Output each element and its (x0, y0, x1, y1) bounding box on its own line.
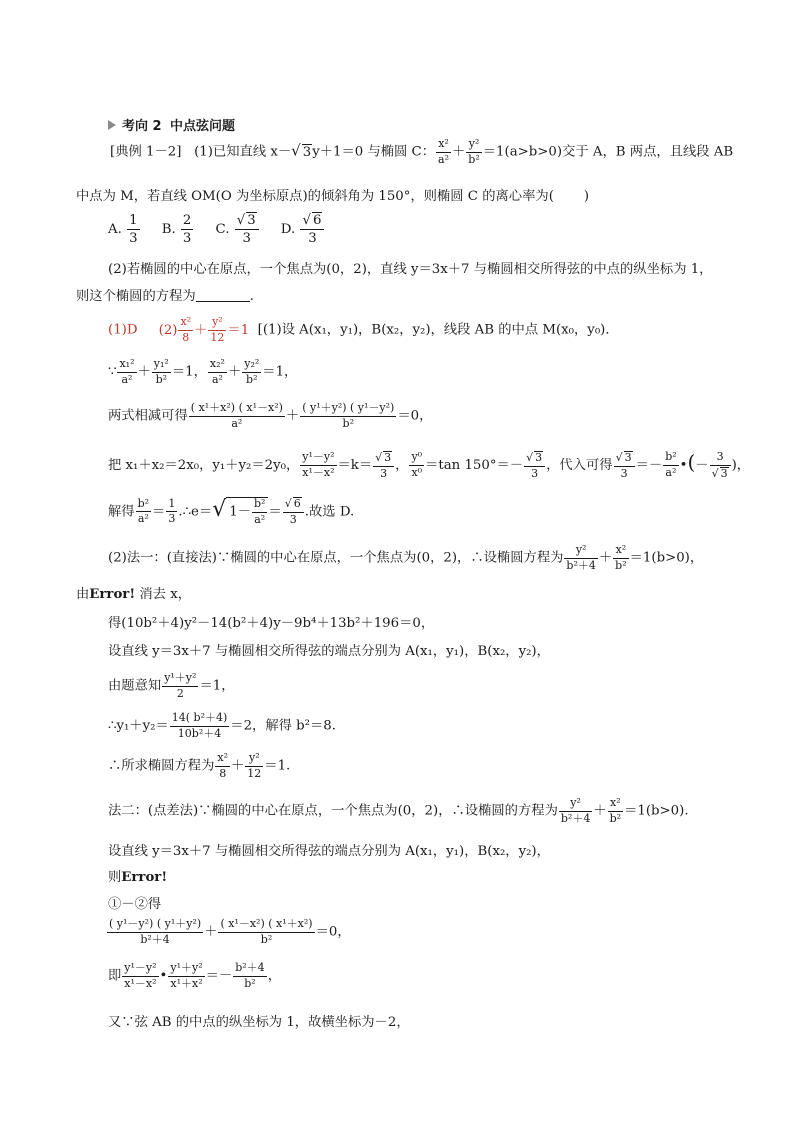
sqrt-sign-icon: √ (291, 141, 301, 160)
option-c: C. (215, 221, 230, 237)
q2-text-2: 则这个椭圆的方程为 (76, 289, 196, 304)
method1-text: 由 (76, 587, 90, 602)
frac-num: 1 (127, 213, 139, 230)
fraction (208, 358, 227, 386)
answer-2-label: (2) (158, 322, 178, 338)
frac-num (300, 212, 324, 230)
because-symbol: ∵ (108, 364, 117, 380)
frac-num: y¹＋y² (162, 672, 198, 687)
method1-text: 由题意知 (108, 678, 162, 694)
frac-den: 3 (182, 230, 192, 246)
fraction (373, 451, 394, 480)
frac-den: 2 (176, 686, 184, 700)
fraction (208, 316, 226, 344)
q2-end: . (249, 289, 254, 304)
error-text: Error! (121, 870, 168, 885)
option-d: D. (280, 221, 296, 237)
frac-den (710, 466, 731, 481)
q1-text-mid: y＋1＝0 与椭圆 C： (312, 144, 436, 160)
eq-text: ＝k＝ (337, 458, 373, 473)
frac-num: 2 (181, 213, 193, 230)
frac-num: 3 (710, 451, 731, 466)
section-label: 考向 2 (122, 119, 162, 134)
sqrt-sign-icon: √ (302, 213, 311, 228)
frac-den: b²＋4 (140, 932, 170, 946)
frac-den: b² (244, 976, 256, 990)
sqrt-val: 3 (535, 450, 543, 464)
method2-line-1: 法二：(点差法)∵椭圆的中心在原点，一个焦点为(0，2)，∴设椭圆的方程为 $\frac{\text{y²}}{\text{b²＋4}}$ ＋ $\frac{\text{x²}}{\text{b²}}$ ＝1(b>0). (108, 796, 689, 825)
fraction (524, 451, 545, 480)
method2-text: 则 (108, 870, 122, 885)
sqrt-sign-icon: √ (615, 450, 623, 464)
fraction (233, 962, 266, 990)
sqrt-sign-icon: √ (284, 497, 292, 511)
fraction (614, 451, 635, 480)
method2-line-4 (108, 893, 161, 912)
frac-num: b² (252, 498, 267, 513)
frac-den: 3 (620, 466, 628, 480)
section-title: 中点弦问题 (170, 119, 236, 134)
fraction (215, 752, 230, 780)
method1-line-7: ∴所求椭圆方程为 $\frac{\text{x²}}{8}$ ＋ $\frac{\text{y²}}{12}$ ＝1. (108, 751, 291, 780)
frac-den: 3 (168, 512, 176, 526)
sqrt-val: 3 (720, 466, 728, 480)
fraction (136, 498, 151, 526)
frac-num: y₁² (152, 358, 171, 373)
frac-num: y¹－y² (122, 962, 158, 977)
frac-den: 3 (308, 231, 317, 247)
method2-text: ＝1(b>0). (624, 803, 689, 819)
method2-line-2 (108, 840, 550, 859)
eq-text: ，代入可得 (546, 458, 613, 473)
fraction (152, 358, 171, 386)
minus: － (695, 458, 709, 473)
frac-den: 3 (380, 466, 388, 480)
sqrt-val: 3 (624, 450, 632, 464)
frac-den: x¹－x² (302, 466, 335, 479)
method1-line-3 (108, 612, 434, 631)
frac-num: x² (436, 138, 451, 153)
method2-text: 即 (108, 968, 122, 984)
frac-num: ( x¹＋x²) ( x¹－x²) (189, 402, 285, 417)
example-line-2 (76, 185, 589, 204)
method2-line-5: $\frac{\text{( y¹－y²) ( y¹＋y²)}}{\text{b²＋4}}$ ＋ $\frac{\text{( x¹－x²) ( x¹＋x²)}}{\text{b²}}$ ＝0， (109, 917, 351, 946)
frac-num: y⁰ (409, 451, 424, 466)
method1-text: ∴所求椭圆方程为 (108, 758, 215, 774)
q2-line-1 (108, 258, 712, 277)
method2-text: ， (267, 968, 281, 984)
method1-text: ∴y₁＋y₂＝ (108, 718, 169, 734)
frac-num (524, 451, 545, 467)
frac-num (283, 497, 304, 513)
sqrt-sign-icon: √ (375, 450, 383, 464)
answer-2: (2) $\frac{\text{x²}}{8}$ ＋ $\frac{\text{y²}}{12}$ ＝1 (158, 315, 250, 344)
frac-num: 1 (166, 498, 177, 513)
sqrt-val: 3 (247, 213, 256, 228)
fraction (242, 358, 261, 386)
frac-den: a² (231, 416, 243, 430)
radicand (226, 497, 268, 526)
fraction (564, 544, 597, 572)
frac-num: x² (613, 544, 628, 559)
method1-line-4 (108, 640, 550, 659)
fraction (117, 358, 136, 386)
q1-line2-end: ) (583, 189, 590, 204)
frac-den: b² (260, 932, 273, 946)
method1-text: ＝2，解得 b²＝8. (230, 718, 336, 734)
fraction (170, 712, 230, 740)
method1-text: 消去 x， (135, 587, 191, 602)
plug-text: 把 x₁＋x₂＝2x₀，y₁＋y₂＝2y₀， (108, 458, 300, 473)
eq-text: .∴e＝ (178, 504, 213, 520)
method1-text: 得(10b²＋4)y²－14(b²＋4)y－9b⁴＋13b²＋196＝0， (108, 616, 435, 631)
eq-text: ＝0， (397, 408, 433, 424)
solution-intro: [(1)设 A(x₁，y₁)，B(x₂，y₂)，线段 AB 的中点 M(x₀，y₀)． (257, 322, 619, 338)
paren: )， (731, 458, 751, 473)
answer-eq: ＝1 (227, 322, 250, 338)
eq-text: ＝ (268, 504, 282, 520)
method1-line-2 (76, 583, 191, 602)
fraction (613, 544, 628, 572)
method2-line-3 (108, 866, 167, 885)
method1-text: ＝1. (264, 758, 291, 774)
solve-text: 解得 (108, 504, 135, 520)
method2-line-6 (108, 962, 281, 990)
plug-line: 把 x₁＋x₂＝2x₀，y₁＋y₂＝2y₀， $\frac{\text{y¹－y²}}{\text{x¹－x²}}$ ＝k＝ $\frac{√ 3}{3}$ ， $\frac{\text{y⁰}}{\text{x⁰}}$ ＝tan 150°＝－ $\frac{√ 3}{3}$ ，代入可得 $\frac{√ 3}{3}$ ＝－ $\frac{\text{b²}}{\text{a²}}$ •(－ $\frac{3}{√ 3}$ )， (108, 449, 751, 480)
frac-den: b² (468, 152, 480, 166)
answer-blank (196, 301, 250, 302)
fraction (189, 402, 285, 430)
method2-text: ①－②得 (108, 897, 162, 912)
fraction (283, 497, 304, 526)
q1-text: (1)已知直线 x－ (194, 144, 292, 160)
frac-num: y² (466, 138, 481, 153)
frac-den: 3 (129, 230, 138, 246)
fraction (166, 498, 177, 526)
frac-den: a² (211, 372, 223, 386)
frac-num: b² (136, 498, 151, 513)
method1-text: (2)法一：(直接法)∵椭圆的中心在原点，一个焦点为(0，2)，∴设椭圆方程为 (108, 550, 564, 566)
frac-num (235, 212, 259, 230)
frac-num: y² (245, 752, 263, 767)
frac-num: y² (564, 544, 597, 559)
because-line: ∵ $\frac{\text{x₁²}}{\text{a²}}$ ＋ $\frac{\text{y₁²}}{\text{b²}}$ ＝1， $\frac{\text{x₂²}}{\text{a²}}$ ＋ $\frac{\text{y₂²}}{\text{b²}}$ ＝1， (108, 357, 298, 386)
frac-den: 3 (531, 466, 539, 480)
frac-num: 14( b²＋4) (170, 712, 230, 727)
dot: • (679, 458, 688, 473)
frac-den: b² (609, 811, 622, 825)
frac-num: y₂² (242, 358, 261, 373)
q1-text-post: ＝1(a>b>0)交于 A，B 两点，且线段 AB (482, 144, 734, 160)
answer-line (108, 316, 619, 344)
fraction (235, 212, 259, 247)
method2-text: ＝－ (205, 968, 233, 984)
method1-line-6 (108, 712, 336, 740)
fraction (436, 138, 451, 166)
sqrt-val: 3 (384, 450, 392, 464)
frac-num: x² (215, 752, 230, 767)
q1-sqrt: 3 (302, 144, 312, 160)
sqrt-val: 6 (293, 497, 301, 511)
method1-text-post: ＝1(b>0)， (629, 550, 704, 566)
fraction (300, 402, 396, 430)
eq-text: ＝1， (262, 364, 298, 380)
frac-num: y² (559, 797, 592, 812)
frac-num: x² (178, 316, 193, 331)
triangle-bullet-icon (108, 120, 116, 130)
method2-text: 又∵弦 AB 的中点的纵坐标为 1，故横坐标为－2， (108, 1015, 410, 1030)
fraction (245, 752, 263, 780)
frac-den: 3 (289, 512, 297, 526)
fraction (122, 962, 158, 990)
method1-line-5 (108, 672, 235, 700)
fraction (409, 451, 424, 479)
sqrt-sign-icon: √ (711, 466, 719, 480)
sqrt-sign-icon: √ (236, 213, 246, 228)
frac-num (614, 451, 635, 467)
frac-den: 8 (219, 766, 227, 780)
frac-den: 10b²＋4 (177, 726, 222, 740)
eq-text: ＝1， (171, 364, 207, 380)
frac-den: b²＋4 (566, 558, 596, 572)
example-line-1: [典例 1－2] (1)已知直线 x－√ 3y＋1＝0 与椭圆 C： $\frac{\text{x²}}{\text{a²}}$ ＋ $\frac{\text{y²}}{\text{b²}}$ ＝1(a>b>0)交于 A，B 两点，且线段 AB (110, 137, 734, 166)
method1-line-1: (2)法一：(直接法)∵椭圆的中心在原点，一个焦点为(0，2)，∴设椭圆方程为 $\frac{\text{y²}}{\text{b²＋4}}$ ＋ $\frac{\text{x²}}{\text{b²}}$ ＝1(b>0)， (108, 543, 704, 572)
frac-num: x₂² (208, 358, 227, 373)
answer-1: (1)D (108, 322, 138, 338)
frac-den: 12 (247, 766, 262, 780)
fraction (218, 918, 314, 946)
q2-line-2 (76, 285, 254, 304)
fraction (107, 918, 203, 946)
frac-num: y² (208, 316, 226, 331)
subtract-line: 两式相减可得 $\frac{\text{( x¹＋x²) ( x¹－x²)}}{\text{a²}}$ ＋ $\frac{\text{( y¹＋y²) ( y¹－y²)}}{\text{b²}}$ ＝0， (108, 401, 433, 430)
q1-line2: 中点为 M，若直线 OM(O 为坐标原点)的倾斜角为 150°，则椭圆 C 的离心率为( (76, 189, 554, 204)
method2-text: ＝0， (315, 924, 351, 940)
frac-den: 3 (242, 231, 251, 247)
eq-text: ＝tan 150°＝－ (425, 458, 524, 473)
sqrt-expression (212, 497, 268, 527)
eq-text: .故选 D. (304, 504, 355, 520)
method2-text: 设直线 y＝3x＋7 与椭圆相交所得弦的端点分别为 A(x₁，y₁)，B(x₂，y₂)， (108, 844, 550, 859)
method2-text: 法二：(点差法)∵椭圆的中心在原点，一个焦点为(0，2)，∴设椭圆的方程为 (108, 803, 558, 819)
frac-num: y¹－y² (300, 451, 336, 466)
frac-den: x¹－x² (124, 976, 157, 990)
sqrt-sign-icon: √ (526, 450, 534, 464)
option-a: A. (108, 221, 122, 237)
dot: • (159, 968, 168, 984)
frac-den: x¹＋x² (170, 976, 203, 990)
fraction (466, 138, 481, 166)
q2-text: (2)若椭圆的中心在原点，一个焦点为(0，2)，直线 y＝3x＋7 与椭圆相交所得弦的中点的纵坐标为 1， (108, 262, 713, 277)
frac-den: 8 (182, 330, 190, 344)
frac-num: y¹＋y² (168, 962, 204, 977)
fraction (710, 451, 731, 480)
frac-den: x⁰ (411, 466, 423, 479)
frac-den: 12 (210, 330, 225, 344)
frac-den: b² (615, 558, 627, 572)
eq-text: ＝－ (635, 458, 663, 473)
frac-num: x₁² (117, 358, 136, 373)
frac-den: a² (665, 466, 677, 479)
frac-den: a² (121, 372, 133, 386)
section-header (108, 115, 235, 134)
fraction (181, 213, 193, 247)
solve-line (108, 497, 354, 527)
fraction (559, 797, 592, 825)
frac-num: ( x¹－x²) ( x¹＋x²) (218, 918, 314, 933)
frac-num (373, 451, 394, 467)
fraction (608, 797, 623, 825)
fraction (252, 498, 267, 526)
frac-num: ( y¹＋y²) ( y¹－y²) (300, 402, 396, 417)
sqrt-sign-icon: √ (212, 497, 227, 522)
frac-num: b² (663, 451, 678, 466)
method2-line-7 (108, 1011, 410, 1030)
frac-den: a² (254, 513, 266, 526)
fraction (178, 316, 193, 344)
frac-num: b²＋4 (233, 962, 266, 977)
error-text: Error! (89, 587, 136, 602)
fraction (127, 213, 139, 247)
sqrt-val: 6 (312, 213, 322, 228)
frac-den: b² (155, 372, 168, 386)
fraction (300, 451, 336, 479)
fraction (162, 672, 198, 700)
option-b: B. (161, 221, 176, 237)
frac-num: x² (608, 797, 623, 812)
options-row (108, 212, 325, 247)
fraction (300, 212, 324, 247)
frac-den: a² (438, 152, 449, 166)
frac-den: a² (137, 512, 149, 526)
frac-den: b² (246, 372, 258, 386)
eq-text: ＝ (152, 504, 166, 520)
method1-text: ＝1， (199, 678, 235, 694)
method1-text: 设直线 y＝3x＋7 与椭圆相交所得弦的端点分别为 A(x₁，y₁)，B(x₂，y₂)， (108, 644, 550, 659)
frac-num: ( y¹－y²) ( y¹＋y²) (107, 918, 203, 933)
example-tag: [典例 1－2] (110, 144, 182, 160)
frac-den: b²＋4 (560, 811, 591, 825)
frac-den: b² (342, 416, 354, 430)
paren: ( (687, 450, 696, 474)
fraction (663, 451, 678, 479)
radicand-text: 1－ (229, 505, 251, 520)
fraction (168, 962, 204, 990)
subtract-text: 两式相减可得 (108, 408, 188, 424)
